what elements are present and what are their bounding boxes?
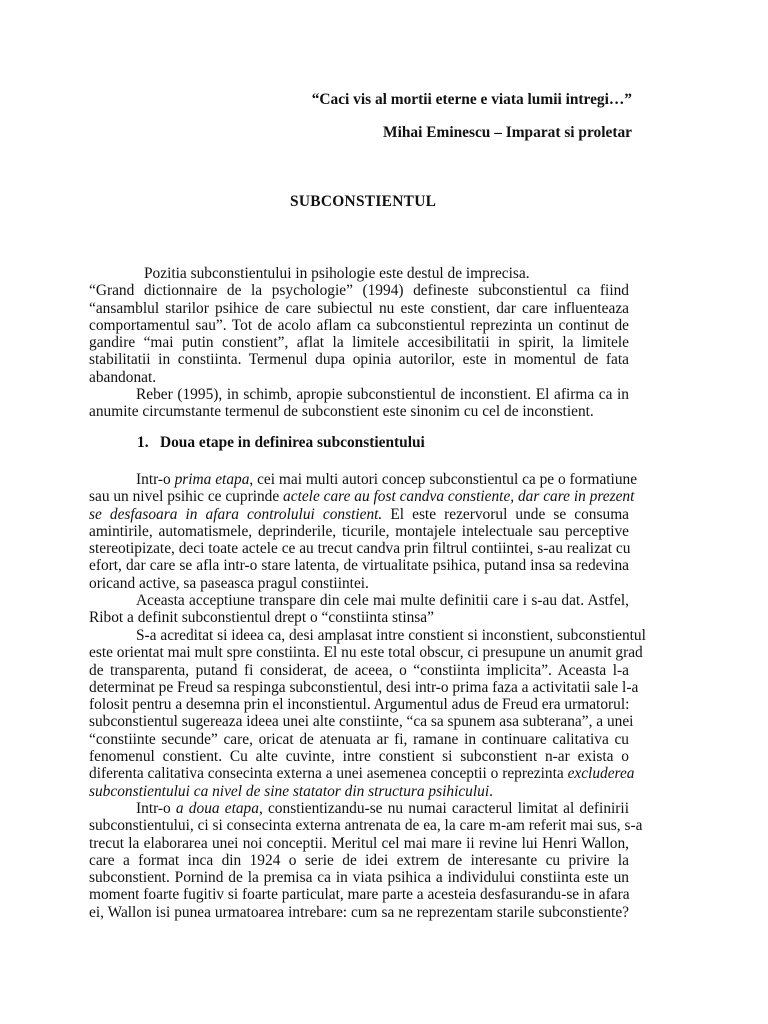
text-line: Reber (1995), in schimb, apropie subconstientul de inconstient. El afirma ca in bbox=[136, 386, 629, 403]
text-line: stabilitatii in constiinta. Termenul dupa opinia autorilor, este in momentul de fata bbox=[89, 351, 629, 369]
text-line: “constiinte secunde” care, oricat de atenuata ar fi, ramane in continuare calitativa cu bbox=[89, 730, 629, 748]
body-paragraph-3 bbox=[89, 627, 646, 800]
text-line: abandonat. bbox=[89, 368, 157, 386]
text-line: fenomenul constient. Cu alte cuvinte, intre constient si subconstient n-ar exista o bbox=[89, 748, 629, 766]
text-line: moment foarte fugitiv si foarte particulat, mare parte a acesteia desfasurandu-se in afara bbox=[89, 886, 630, 904]
emphasis-text: prima etapa bbox=[174, 471, 250, 488]
page-title: SUBCONSTIENTUL bbox=[290, 193, 437, 210]
emphasis-text: se desfasoara in afara controlului constient. bbox=[89, 505, 383, 523]
body-paragraph-2 bbox=[89, 592, 629, 627]
section-number: 1. bbox=[137, 434, 149, 451]
text-line: Aceasta acceptiune transpare din cele mai multe definitii care i s-au dat. Astfel, bbox=[136, 592, 629, 609]
text-line bbox=[89, 765, 635, 783]
text-line: efort, dar care se afla intr-o stare latenta, de virtualitate psihica, putand insa sa redevina bbox=[89, 557, 629, 575]
text-line bbox=[89, 783, 629, 800]
text-run: diferenta calitativa consecinta externa a unei asemenea conceptii o reprezinta bbox=[89, 765, 568, 783]
section-title: Doua etape in definirea subconstientului bbox=[160, 434, 425, 451]
intro-paragraph-2 bbox=[89, 386, 629, 421]
text-line: comportamentul sau”. Tot de acolo aflam ca subconstientul reprezinta un continut de bbox=[89, 316, 629, 334]
text-line: stereotipizate, deci toate actele ce au trecut candva prin filtrul contiintei, s-au realizat cu bbox=[89, 540, 631, 558]
text-line: amintirile, automatismele, deprinderile, ticurile, montajele intelectuale sau perceptive bbox=[89, 522, 629, 540]
text-run: . bbox=[489, 782, 493, 800]
text-line: Pozitia subconstientului in psihologie este destul de imprecisa. bbox=[144, 265, 530, 282]
text-line: subconstientul sugereaza ideea unei alte constiinte, “ca sa spunem asa subterana”, a unei bbox=[89, 713, 634, 731]
text-line: trecut la elaborarea unei noi conceptii. Meritul cel mai mare ii revine lui Henri Wallon, bbox=[89, 834, 629, 852]
text-line bbox=[89, 506, 629, 523]
text-line: care a format inca din 1924 o serie de idei extrem de interesante cu privire la bbox=[89, 851, 629, 869]
text-line: anumite circumstante termenul de subconstient este sinonim cu cel de inconstient. bbox=[89, 403, 594, 421]
text-run: sau un nivel psihic ce cuprinde bbox=[89, 488, 284, 506]
text-run: , constientizandu-se nu numai caracterul limitat al definirii bbox=[258, 800, 629, 817]
text-line: gandire “mai putin constient”, aflat la limitele accesibilitatii in spirit, la limitele bbox=[89, 334, 629, 352]
emphasis-text: subconstientului ca nivel de sine statator din structura psihicului bbox=[89, 782, 490, 800]
text-line: oricand active, sa paseasca pragul constiintei. bbox=[89, 574, 369, 592]
motto-author: Mihai Eminescu – Imparat si proletar bbox=[383, 124, 632, 141]
body-paragraph-1 bbox=[89, 471, 638, 592]
text-run: El este rezervorul unde se consuma bbox=[382, 505, 629, 523]
text-line: subconstient. Pornind de la premisa ca in viata psihica a individului constiinta este un bbox=[89, 869, 629, 887]
text-line: este orientat mai mult spre constiinta. El nu este total obscur, ci presupune un anumit grad bbox=[89, 644, 643, 662]
text-run: , cei mai multi autori concep subconstientul ca pe o formatiune bbox=[249, 471, 638, 488]
text-line bbox=[89, 800, 629, 817]
section-heading bbox=[137, 434, 425, 452]
text-line bbox=[89, 488, 635, 506]
text-line: de transparenta, putand fi considerat, de aceea, o “constiinta implicita”. Aceasta l-a bbox=[89, 661, 629, 679]
emphasis-text: a doua etapa bbox=[175, 800, 259, 817]
motto-quote: “Caci vis al mortii eterne e viata lumii intregi…” bbox=[311, 91, 632, 108]
text-line: folosit pentru a desemna prin el inconstientul. Argumentul adus de Freud era urmatorul: bbox=[89, 696, 630, 714]
intro-paragraph-1 bbox=[89, 265, 629, 386]
text-line: “ansamblul starilor psihice de care subiectul nu este constient, dar care influenteaza bbox=[89, 299, 629, 317]
text-line: S-a acreditat si ideea ca, desi amplasat intre constient si inconstient, subconstientul bbox=[136, 627, 646, 644]
body-paragraph-4 bbox=[89, 800, 643, 921]
text-run: Intr-o bbox=[136, 471, 175, 488]
text-line: determinat pe Freud sa respinga subconstientul, desi intr-o prima faza a activitatii sale l-a bbox=[89, 678, 639, 696]
emphasis-text: actele care au fost candva constiente, dar care in prezent bbox=[283, 488, 635, 506]
text-line: Ribot a definit subconstientul drept o “constiinta stinsa” bbox=[89, 609, 434, 627]
text-line: “Grand dictionnaire de la psychologie” (1994) defineste subconstientul ca fiind bbox=[89, 282, 629, 300]
text-line bbox=[89, 471, 638, 488]
text-run: Intr-o bbox=[136, 800, 176, 817]
text-line: subconstientului, ci si consecinta externa antrenata de ea, la care m-am referit mai sus, s-a bbox=[89, 817, 643, 835]
text-line: ei, Wallon isi punea urmatoarea intrebare: cum sa ne reprezentam starile subconstiente? bbox=[89, 903, 629, 921]
emphasis-text: excluderea bbox=[567, 765, 635, 783]
